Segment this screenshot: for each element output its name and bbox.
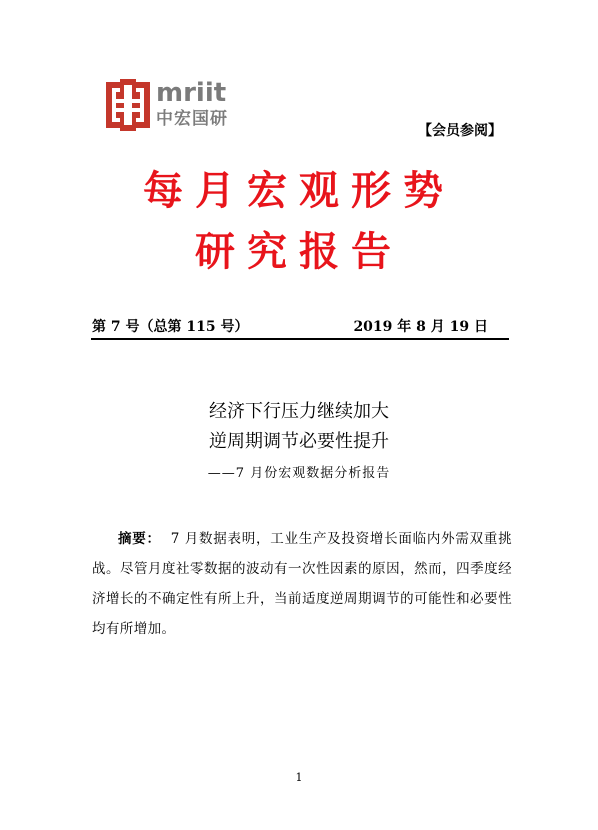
header-divider (91, 338, 509, 340)
member-reference-tag: 【会员参阅】 (418, 123, 502, 139)
abstract-text: 7 月数据表明，工业生产及投资增长面临内外需双重挑战。尽管月度社零数据的波动有一次性因素的原因，然而，四季度经济增长的不确定性有所上升，当前适度逆周期调节的可能性和必要性均有所增加。 (92, 531, 512, 637)
report-title-line-1: 每月宏观形势 (143, 168, 455, 214)
report-title-line-2: 研究报告 (195, 229, 403, 275)
headline-subtitle: ——7 月份宏观数据分析报告 (207, 466, 391, 481)
headline-line-1: 经济下行压力继续加大 (209, 401, 389, 422)
mriit-logo-mark-icon (106, 79, 150, 131)
issue-date: 2019 年 8 月 19 日 (353, 319, 488, 335)
abstract-label: 摘要： (118, 531, 161, 547)
abstract-paragraph (92, 524, 512, 644)
logo-chinese-text: 中宏国研 (156, 109, 228, 129)
headline-line-2: 逆周期调节必要性提升 (209, 431, 389, 452)
mriit-logo (106, 79, 238, 131)
issue-number: 第 7 号（总第 115 号） (92, 319, 249, 335)
logo-english-text: mriit (156, 78, 227, 108)
page-number: 1 (295, 771, 303, 784)
